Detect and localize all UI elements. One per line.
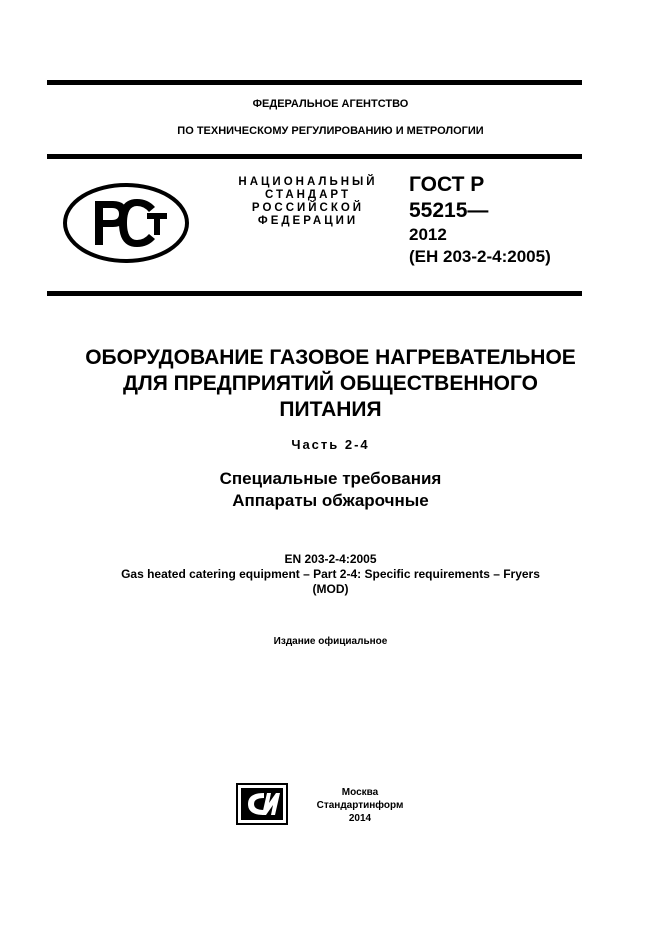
subtitle (0, 468, 661, 512)
publisher-year: 2014 (348, 813, 372, 824)
gost-line-3: 2012 (409, 225, 447, 244)
en-title: Gas heated catering equipment – Part 2-4: Specific requirements – Fryers (121, 567, 540, 581)
en-code: EN 203-2-4:2005 (284, 552, 377, 566)
national-line-3: РОССИЙСКОЙ (251, 202, 365, 214)
gost-line-1: ГОСТ Р (409, 173, 485, 196)
agency-line-1: ФЕДЕРАЛЬНОЕ АГЕНТСТВО (252, 98, 409, 110)
standard-rule (47, 291, 582, 296)
gost-number (409, 172, 551, 268)
publisher-city: Москва (341, 787, 379, 798)
title-line-2: ДЛЯ ПРЕДПРИЯТИЙ ОБЩЕСТВЕННОГО (123, 372, 538, 395)
title-line-3: ПИТАНИЯ (279, 398, 382, 421)
en-mod: (MOD) (312, 582, 349, 596)
national-line-4: ФЕДЕРАЦИИ (257, 215, 359, 227)
standartinform-logo-icon (236, 783, 288, 825)
subtitle-line-2: Аппараты обжарочные (232, 491, 429, 510)
gost-line-4: (ЕН 203-2-4:2005) (409, 247, 551, 266)
header-rule (47, 154, 582, 159)
en-reference (0, 552, 661, 597)
publisher-name: Стандартинформ (316, 800, 404, 811)
national-standard-label (228, 176, 388, 228)
subtitle-line-1: Специальные требования (219, 469, 442, 488)
part-label: Часть 2-4 (291, 437, 370, 452)
agency-line-2: ПО ТЕХНИЧЕСКОМУ РЕГУЛИРОВАНИЮ И МЕТРОЛОГИИ (177, 125, 484, 137)
publisher-info (305, 786, 415, 825)
rst-logo-icon (63, 183, 189, 263)
national-line-2: СТАНДАРТ (265, 189, 351, 201)
title-line-1: ОБОРУДОВАНИЕ ГАЗОВОЕ НАГРЕВАТЕЛЬНОЕ (85, 346, 576, 369)
national-line-1: НАЦИОНАЛЬНЫЙ (238, 176, 378, 188)
gost-line-2: 55215— (409, 199, 489, 222)
top-rule (47, 80, 582, 85)
edition-label: Издание официальное (273, 636, 388, 647)
document-title (0, 345, 661, 423)
